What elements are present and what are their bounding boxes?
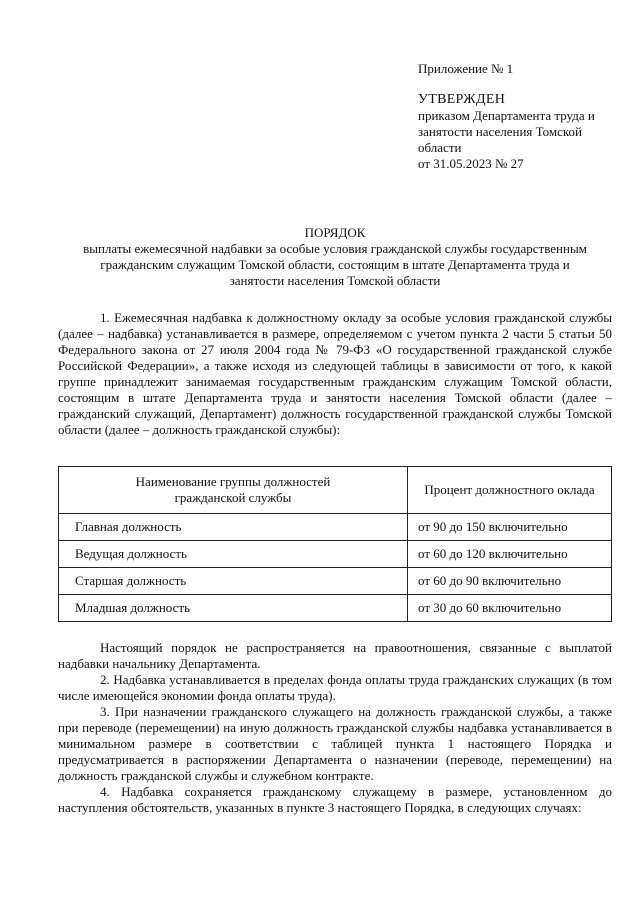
rule-paragraph: 4. Надбавка сохраняется гражданскому служащему в размере, установленном до наступления обстоятельств, указанных в пункте 3 настоящего Порядка, в следующих случаях: bbox=[58, 784, 612, 815]
approval-order-date: от 31.05.2023 № 27 bbox=[418, 156, 524, 171]
approved-label: УТВЕРЖДЕН bbox=[418, 92, 506, 107]
table-row bbox=[59, 514, 612, 541]
percent-cell: от 30 до 60 включительно bbox=[408, 595, 612, 622]
column-header-group bbox=[59, 467, 408, 514]
paragraph-1 bbox=[58, 310, 612, 438]
group-cell: Главная должность bbox=[59, 514, 408, 541]
paragraph-1-text: 1. Ежемесячная надбавка к должностному окладу за особые условия гражданской службы (далее – надбавка) устанавливается в размере, определяемом с учетом пункта 2 части 5 статьи 50 Федерального закона от 27 июля 2004 года № 79-ФЗ «О государственной гражданской службе Российской Федерации», а также исходя из следующей таблицы в зависимости от того, к какой группе принадлежит занимаемая государственным гражданским служащим Томской области, состоящим в штате Департамента труда и занятости населения Томской области (далее – гражданский служащий, Департамент) должность государственной гражданской службы Томской области (далее – должность гражданской службы): bbox=[58, 310, 612, 437]
column-header-percent: Процент должностного оклада bbox=[408, 467, 612, 514]
approval-order-line: области bbox=[418, 140, 462, 155]
document-title: ПОРЯДОК bbox=[304, 225, 366, 240]
appendix-number: Приложение № 1 bbox=[418, 61, 514, 76]
approval-order-line: занятости населения Томской bbox=[418, 124, 582, 139]
percent-cell: от 90 до 150 включительно bbox=[408, 514, 612, 541]
approval-order-line: приказом Департамента труда и bbox=[418, 108, 595, 123]
table-row bbox=[59, 568, 612, 595]
percent-cell: от 60 до 90 включительно bbox=[408, 568, 612, 595]
document-subtitle-line: занятости населения Томской области bbox=[229, 273, 441, 288]
approval-order bbox=[418, 108, 612, 172]
group-cell: Старшая должность bbox=[59, 568, 408, 595]
document-subtitle-line: гражданским служащим Томской области, состоящим в штате Департамента труда и bbox=[100, 257, 570, 272]
column-header-group-line: гражданской службы bbox=[174, 490, 292, 505]
table-row bbox=[59, 595, 612, 622]
rules-section bbox=[58, 640, 612, 816]
rule-paragraph: 3. При назначении гражданского служащего на должность гражданской службы, а также при переводе (перемещении) на иную должность гражданской службы надбавка устанавливается в минимальном размере в соответствии с таблицей пункта 1 настоящего Порядка и предусматривается в распоряжении Департамента о назначении (переводе, перемещении) на должность гражданской службы и служебном контракте. bbox=[58, 704, 612, 783]
group-cell: Ведущая должность bbox=[59, 541, 408, 568]
rule-paragraph: 2. Надбавка устанавливается в пределах фонда оплаты труда гражданских служащих (в том числе имеющейся экономии фонда оплаты труда). bbox=[58, 672, 612, 703]
approval-block bbox=[418, 61, 612, 172]
table-row bbox=[59, 541, 612, 568]
group-cell: Младшая должность bbox=[59, 595, 408, 622]
document-subtitle-line: выплаты ежемесячной надбавки за особые условия гражданской службы государственным bbox=[83, 241, 587, 256]
column-header-group-line: Наименование группы должностей bbox=[135, 474, 331, 489]
table-header-row bbox=[59, 467, 612, 514]
document-heading bbox=[58, 225, 612, 289]
allowance-table bbox=[58, 466, 612, 622]
rule-paragraph: Настоящий порядок не распространяется на правоотношения, связанные с выплатой надбавки начальнику Департамента. bbox=[58, 640, 612, 671]
percent-cell: от 60 до 120 включительно bbox=[408, 541, 612, 568]
